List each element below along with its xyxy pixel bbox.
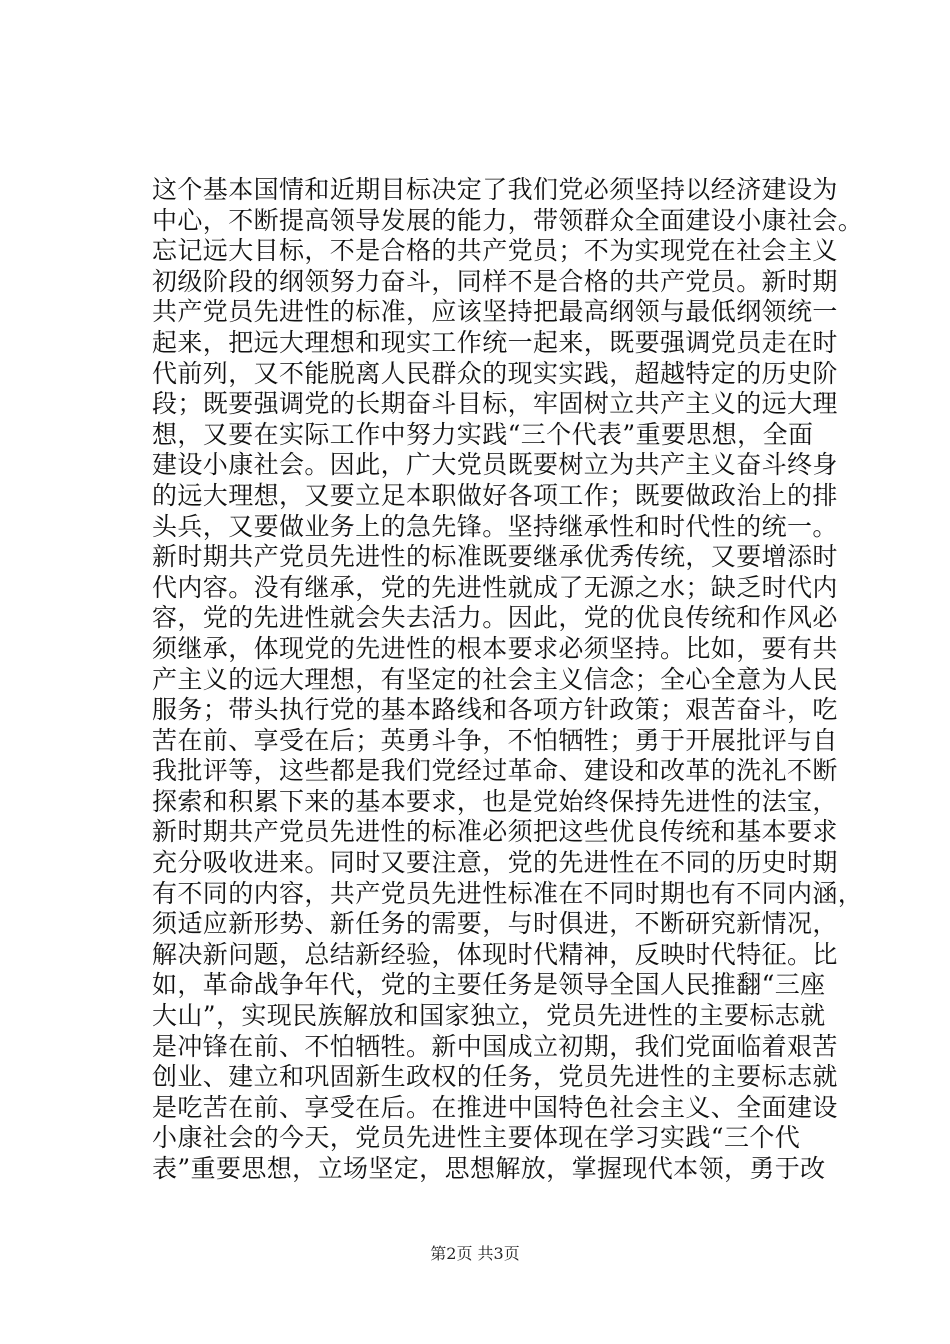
text-line: 这个基本国情和近期目标决定了我们党必须坚持以经济建设为 <box>152 175 838 204</box>
body-text <box>152 175 864 1185</box>
text-line: 产主义的远大理想，有坚定的社会主义信念；全心全意为人民 <box>152 664 838 694</box>
text-line: 须适应新形势、新任务的需要，与时俱进，不断研究新情况， <box>152 909 838 939</box>
text-line: 代内容。没有继承，党的先进性就成了无源之水；缺乏时代内 <box>152 572 838 602</box>
text-line: 服务；带头执行党的基本路线和各项方针政策；艰苦奋斗，吃 <box>152 695 838 725</box>
text-line: 想，又要在实际工作中努力实践“三个代表”重要思想，全面 <box>152 419 814 449</box>
text-line: 表”重要思想，立场坚定，思想解放，掌握现代本领，勇于改 <box>152 1154 826 1183</box>
text-line: 我批评等，这些都是我们党经过革命、建设和改革的洗礼不断 <box>152 756 838 786</box>
text-line: 有不同的内容，共产党员先进性标准在不同时期也有不同内涵， <box>152 878 864 908</box>
text-line: 建设小康社会。因此，广大党员既要树立为共产主义奋斗终身 <box>152 450 838 480</box>
text-line: 充分吸收进来。同时又要注意，党的先进性在不同的历史时期 <box>152 848 838 878</box>
text-line: 容，党的先进性就会失去活力。因此，党的优良传统和作风必 <box>152 603 838 633</box>
text-line: 起来，把远大理想和现实工作统一起来，既要强调党员走在时 <box>152 327 838 357</box>
text-line: 是冲锋在前、不怕牺牲。新中国成立初期，我们党面临着艰苦 <box>152 1031 838 1061</box>
text-line: 如，革命战争年代，党的主要任务是领导全国人民推翻“三座 <box>152 970 826 1000</box>
text-line: 头兵，又要做业务上的急先锋。坚持继承性和时代性的统一。 <box>152 511 838 541</box>
text-line: 代前列，又不能脱离人民群众的现实实践，超越特定的历史阶 <box>152 358 838 388</box>
text-line: 创业、建立和巩固新生政权的任务，党员先进性的主要标志就 <box>152 1062 838 1092</box>
text-line: 忘记远大目标，不是合格的共产党员；不为实现党在社会主义 <box>152 236 838 266</box>
text-line: 新时期共产党员先进性的标准必须把这些优良传统和基本要求 <box>152 817 838 847</box>
text-line: 大山”，实现民族解放和国家独立，党员先进性的主要标志就 <box>152 1001 826 1031</box>
text-line: 中心，不断提高领导发展的能力，带领群众全面建设小康社会。 <box>152 205 864 235</box>
text-line: 须继承，体现党的先进性的根本要求必须坚持。比如，要有共 <box>152 633 838 663</box>
text-line: 共产党员先进性的标准，应该坚持把最高纲领与最低纲领统一 <box>152 297 838 327</box>
text-line: 段；既要强调党的长期奋斗目标，牢固树立共产主义的远大理 <box>152 389 838 419</box>
page-footer: 第2页 共3页 <box>430 1244 520 1263</box>
text-line: 的远大理想，又要立足本职做好各项工作；既要做政治上的排 <box>152 480 838 510</box>
text-line: 探索和积累下来的基本要求，也是党始终保持先进性的法宝， <box>152 786 838 816</box>
text-line: 新时期共产党员先进性的标准既要继承优秀传统，又要增添时 <box>152 542 838 572</box>
text-line: 小康社会的今天，党员先进性主要体现在学习实践“三个代 <box>152 1123 801 1153</box>
text-line: 初级阶段的纲领努力奋斗，同样不是合格的共产党员。新时期 <box>152 266 838 296</box>
text-line: 解决新问题，总结新经验，体现时代精神，反映时代特征。比 <box>152 939 838 969</box>
text-line: 苦在前、享受在后；英勇斗争，不怕牺牲；勇于开展批评与自 <box>152 725 838 755</box>
text-line: 是吃苦在前、享受在后。在推进中国特色社会主义、全面建设 <box>152 1092 838 1122</box>
